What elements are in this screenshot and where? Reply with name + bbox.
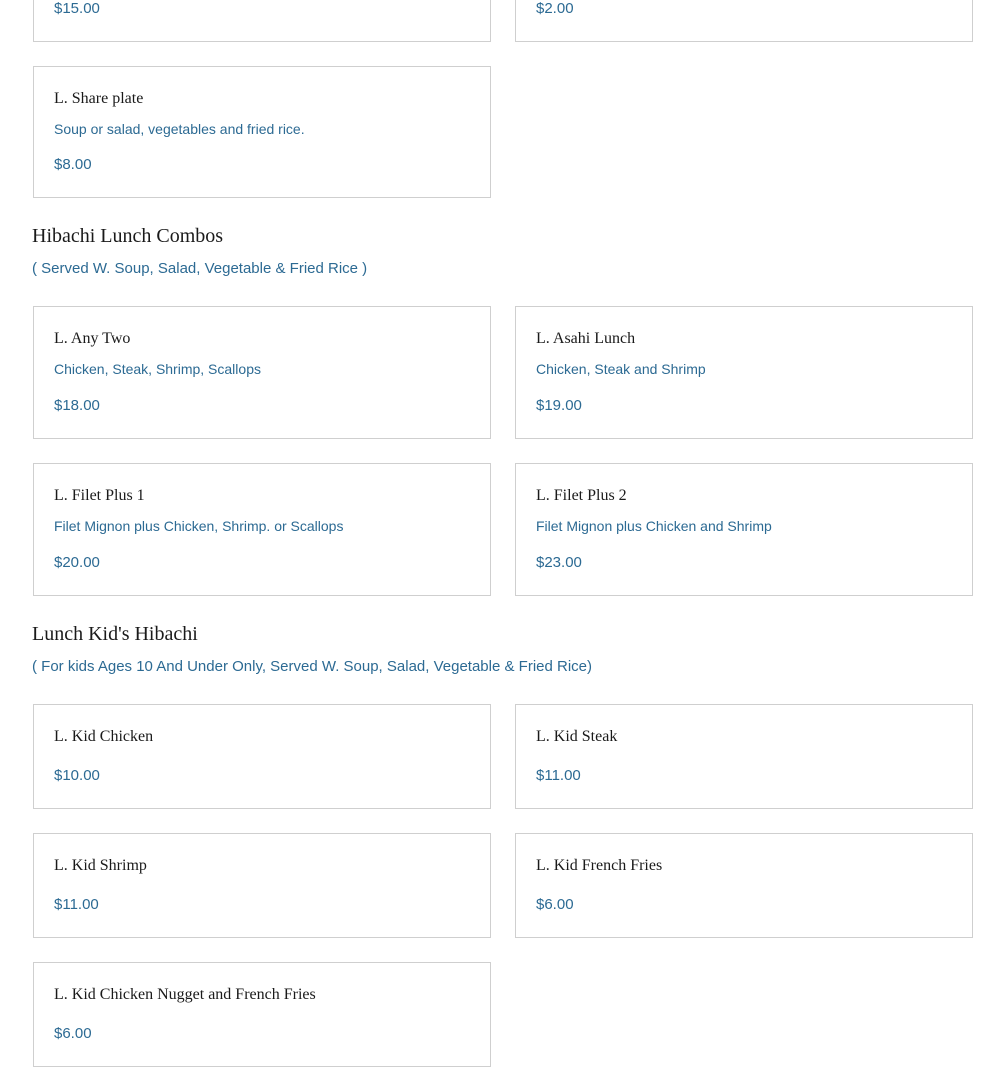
item-description: Chicken, Steak and Shrimp xyxy=(536,361,706,377)
item-description: Chicken, Steak, Shrimp, Scallops xyxy=(54,361,261,377)
item-price: $11.00 xyxy=(536,767,581,784)
item-price: $2.00 xyxy=(536,0,574,17)
item-name: L. Kid French Fries xyxy=(536,857,663,874)
item-price: $6.00 xyxy=(536,896,574,913)
item-description: Filet Mignon plus Chicken and Shrimp xyxy=(536,518,772,534)
menu-item-card[interactable] xyxy=(33,833,491,938)
item-description: Filet Mignon plus Chicken, Shrimp. or Scallops xyxy=(54,518,344,534)
menu-item-card[interactable] xyxy=(515,463,973,596)
item-price: $18.00 xyxy=(54,397,100,414)
item-name: L. Filet Plus 2 xyxy=(536,487,627,504)
section-title: Lunch Kid's Hibachi xyxy=(32,623,198,645)
item-price: $11.00 xyxy=(54,896,99,913)
section-subtitle: ( Served W. Soup, Salad, Vegetable & Fried Rice ) xyxy=(32,260,368,277)
item-name: L. Filet Plus 1 xyxy=(54,487,145,504)
item-price: $10.00 xyxy=(54,767,100,784)
menu-item-card[interactable] xyxy=(33,463,491,596)
menu-item-card[interactable] xyxy=(515,0,973,42)
menu-item-card[interactable] xyxy=(515,833,973,938)
menu-item-card[interactable] xyxy=(515,306,973,439)
item-price: $8.00 xyxy=(54,156,92,173)
menu-item-card[interactable] xyxy=(33,704,491,809)
menu-item-card[interactable] xyxy=(33,0,491,42)
item-name: L. Kid Shrimp xyxy=(54,857,147,874)
section-subtitle: ( For kids Ages 10 And Under Only, Served W. Soup, Salad, Vegetable & Fried Rice) xyxy=(32,658,593,675)
item-name: L. Kid Chicken Nugget and French Fries xyxy=(54,986,316,1003)
menu-item-card[interactable] xyxy=(33,306,491,439)
item-name: L. Share plate xyxy=(54,90,144,107)
item-price: $20.00 xyxy=(54,554,100,571)
item-name: L. Kid Steak xyxy=(536,728,618,745)
section-title: Hibachi Lunch Combos xyxy=(32,225,224,247)
menu-item-card[interactable] xyxy=(33,962,491,1067)
item-name: L. Asahi Lunch xyxy=(536,330,636,347)
item-name: L. Any Two xyxy=(54,330,131,347)
item-price: $6.00 xyxy=(54,1025,92,1042)
item-price: $15.00 xyxy=(54,0,100,17)
item-price: $23.00 xyxy=(536,554,582,571)
menu-item-card[interactable] xyxy=(33,66,491,198)
item-price: $19.00 xyxy=(536,397,582,414)
item-name: L. Kid Chicken xyxy=(54,728,154,745)
item-description: Soup or salad, vegetables and fried rice. xyxy=(54,121,305,137)
menu-item-card[interactable] xyxy=(515,704,973,809)
